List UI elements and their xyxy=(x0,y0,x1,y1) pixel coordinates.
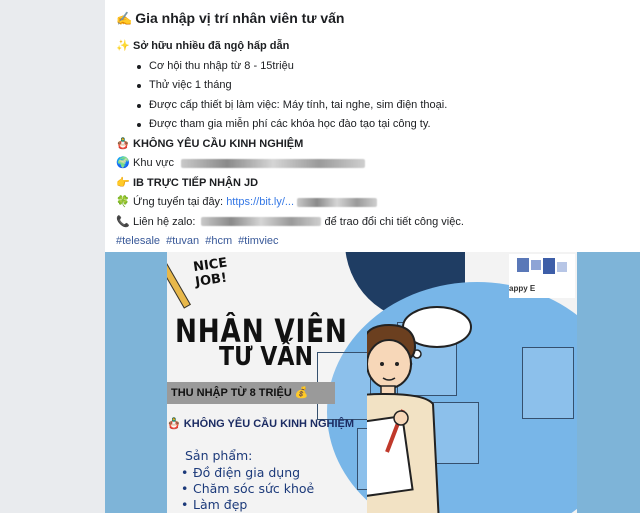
redacted-phone xyxy=(201,217,321,226)
hashtag-link[interactable]: #telesale xyxy=(116,235,161,247)
post-image[interactable] xyxy=(105,252,640,513)
doll-icon: 🪆 xyxy=(116,137,130,150)
contact-line: 📞 Liên hệ zalo: để trao đổi chi tiết công việc. xyxy=(116,213,628,233)
benefits-list xyxy=(116,57,628,135)
list-item: Cơ hội thu nhập từ 8 - 15triệu xyxy=(149,57,628,77)
product-item: • Chăm sóc sức khoẻ xyxy=(185,481,314,497)
globe-icon: 🌍 xyxy=(116,157,130,169)
redacted-link xyxy=(297,198,377,207)
hashtags xyxy=(116,232,628,252)
poster-artwork xyxy=(167,252,577,513)
post-title: ✍ Gia nhập vị trí nhân viên tư vấn xyxy=(116,10,345,26)
post-body xyxy=(105,0,640,252)
writing-hand-icon: ✍ xyxy=(116,11,133,26)
poster-no-experience: 🪆 KHÔNG YÊU CẦU KINH NGHIỆM xyxy=(167,418,355,430)
product-item: • Đồ điện gia dụng xyxy=(185,465,314,481)
phone-icon: 📞 xyxy=(116,215,130,228)
post-card xyxy=(105,0,640,513)
products-list xyxy=(185,448,314,513)
list-item: Thử việc 1 tháng xyxy=(149,76,628,96)
pencil-icon xyxy=(167,261,191,308)
poster-heading-line1: NHÂN VIÊN xyxy=(175,312,348,350)
nice-job-sticker: NICE JOB! xyxy=(192,255,229,290)
poster-heading-line2: TƯ VẤN xyxy=(219,342,313,372)
product-item: • Làm đẹp xyxy=(185,497,314,513)
income-banner: THU NHẬP TỪ 8 TRIỆU 💰 xyxy=(167,382,335,404)
hashtag-link[interactable]: #timviec xyxy=(238,235,279,247)
clover-icon: 🍀 xyxy=(116,196,130,208)
area-line: 🌍 Khu vực xyxy=(116,154,628,174)
consultant-illustration xyxy=(367,302,577,513)
list-item: Được tham gia miễn phí các khóa học đào tạo tại công ty. xyxy=(149,115,628,135)
products-heading: Sản phẩm: xyxy=(185,448,253,463)
sparkles-icon: ✨ xyxy=(116,40,130,52)
pointing-hand-icon: 👉 xyxy=(116,176,130,189)
logo-text: appy E xyxy=(509,284,536,293)
ib-line: 👉 IB TRỰC TIẾP NHẬN JD xyxy=(116,174,628,194)
apply-line: 🍀 Ứng tuyển tại đây: https://bit.ly/... xyxy=(116,193,628,213)
redacted-area xyxy=(181,159,365,168)
no-experience-line: 🪆 KHÔNG YÊU CẦU KINH NGHIỆM xyxy=(116,135,628,155)
hashtag-link[interactable]: #hcm xyxy=(205,235,233,247)
hashtag-link[interactable]: #tuvan xyxy=(166,235,200,247)
benefits-heading: ✨ Sở hữu nhiều đã ngộ hấp dẫn xyxy=(116,37,628,57)
apply-link[interactable]: https://bit.ly/... xyxy=(226,196,295,208)
list-item: Được cấp thiết bị làm việc: Máy tính, tai nghe, sim điện thoại. xyxy=(149,96,628,116)
